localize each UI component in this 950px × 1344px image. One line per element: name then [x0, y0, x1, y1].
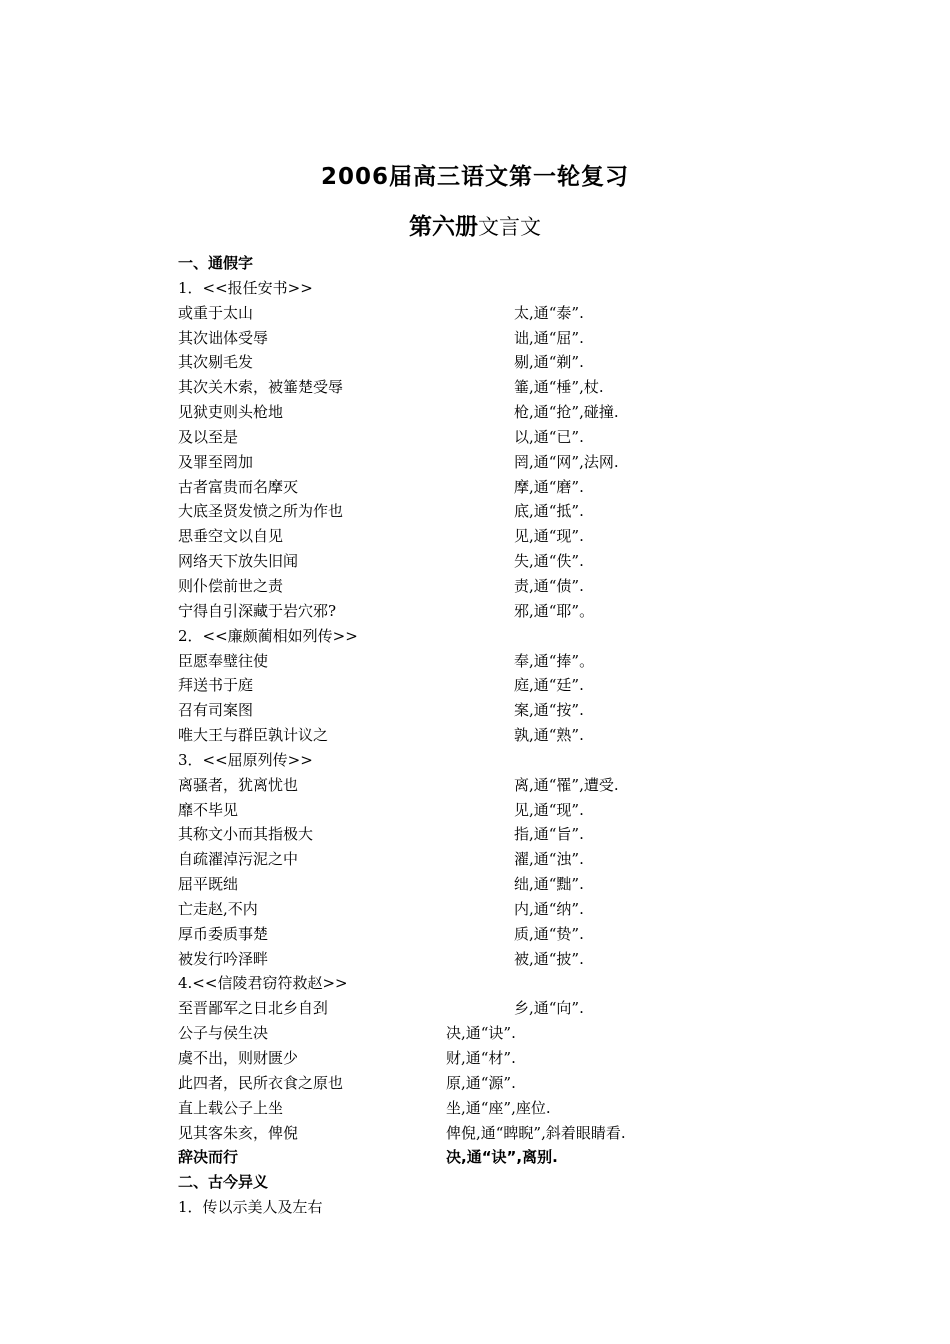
- example-sentence: 臣愿奉璧往使: [178, 651, 269, 670]
- entry-row: [178, 872, 738, 897]
- entry-row: [178, 1121, 738, 1146]
- example-sentence: 辞决而行: [178, 1148, 239, 1167]
- example-sentence: 古者富贵而名摩灭: [178, 477, 299, 496]
- entry-row: [178, 897, 738, 922]
- explanation: 被,通“披”.: [514, 949, 584, 968]
- page-subtitle: [0, 208, 950, 241]
- entry-row: [178, 574, 738, 599]
- entry-row: [178, 1096, 738, 1121]
- explanation: 案,通“按”.: [514, 701, 584, 720]
- subsection-heading: 3．<<屈原列传>>: [178, 750, 313, 769]
- explanation: 摩,通“磨”.: [514, 477, 584, 496]
- example-sentence: 虞不出，则财匮少: [178, 1049, 299, 1067]
- entry-row: [178, 301, 738, 326]
- example-sentence: 至晋鄙军之日北乡自刭: [178, 999, 329, 1018]
- explanation: 质,通“贽”.: [514, 924, 584, 943]
- example-sentence: 亡走赵,不内: [178, 899, 258, 918]
- example-sentence: 此四者，民所衣食之原也: [178, 1073, 344, 1092]
- example-sentence: 厚币委质事楚: [178, 924, 269, 943]
- example-sentence: 直上载公子上坐: [178, 1098, 284, 1117]
- explanation: 指,通“旨”.: [514, 825, 584, 844]
- entry-row: [178, 350, 738, 375]
- entry-row: [178, 723, 738, 748]
- example-sentence: 见狱吏则头枪地: [178, 403, 284, 422]
- entry-row: [178, 599, 738, 624]
- subsection-heading: 4.<<信陵君窃符救赵>>: [178, 974, 348, 993]
- entry-row: [178, 773, 738, 798]
- explanation: 离,通“罹”,遭受.: [514, 775, 619, 794]
- explanation: 以,通“已”.: [514, 427, 584, 446]
- explanation: 决,通“诀”,离别.: [446, 1148, 558, 1167]
- explanation: 邪,通“耶”。: [514, 601, 595, 620]
- example-sentence: 宁得自引深藏于岩穴邪?: [178, 601, 337, 620]
- example-sentence: 召有司案图: [178, 701, 254, 720]
- explanation: 失,通“佚”.: [514, 552, 584, 571]
- entry-row: [178, 922, 738, 947]
- explanation: 财,通“材”.: [446, 1049, 516, 1067]
- document-body: [178, 251, 738, 1220]
- entry-row: [178, 1071, 738, 1096]
- section-heading: 二、古今异义: [178, 1173, 269, 1192]
- explanation: 决,通“诀”.: [446, 1024, 516, 1043]
- entry-row: [178, 499, 738, 524]
- entry-row: [178, 847, 738, 872]
- example-sentence: 思垂空文以自见: [178, 527, 284, 546]
- explanation: 内,通“纳”.: [514, 899, 584, 918]
- explanation: 枪,通“抢”,碰撞.: [514, 403, 619, 422]
- example-sentence: 唯大王与群臣孰计议之: [178, 726, 329, 745]
- entry-row: [178, 822, 738, 847]
- entry-row: [178, 996, 738, 1021]
- subsection-heading: 1．<<报任安书>>: [178, 278, 313, 297]
- entry-row: [178, 1046, 738, 1071]
- subtitle-volume: 第六册: [409, 214, 478, 240]
- entry-row: [178, 425, 738, 450]
- example-sentence: 其次诎体受辱: [178, 328, 269, 347]
- entry-row: [178, 524, 738, 549]
- example-sentence: 或重于太山: [178, 303, 254, 322]
- example-sentence: 自疏濯淖污泥之中: [178, 850, 299, 869]
- example-sentence: 公子与侯生决: [178, 1024, 269, 1043]
- example-sentence: 及以至是: [178, 427, 239, 446]
- entry-row: [178, 400, 738, 425]
- entry-row: [178, 450, 738, 475]
- entry-row: [178, 798, 738, 823]
- explanation: 责,通“债”.: [514, 576, 584, 595]
- explanation: 奉,通“捧”。: [514, 651, 595, 670]
- entry-row: [178, 475, 738, 500]
- section-heading: 一、通假字: [178, 254, 254, 272]
- explanation: 剔,通“剃”.: [514, 353, 584, 372]
- example-sentence: 被发行吟泽畔: [178, 949, 269, 968]
- example-sentence: 则仆偿前世之责: [178, 576, 284, 595]
- explanation: 箠,通“棰”,杖.: [514, 378, 604, 397]
- entry-row: [178, 549, 738, 574]
- explanation: 濯,通“浊”.: [514, 850, 584, 869]
- entry-row: [178, 326, 738, 351]
- explanation: 坐,通“座”,座位.: [446, 1098, 551, 1117]
- entry-row: [178, 649, 738, 674]
- explanation: 乡,通“向”.: [514, 999, 584, 1018]
- explanation: 见,通“现”.: [514, 800, 584, 819]
- entry-row: [178, 375, 738, 400]
- example-sentence: 拜送书于庭: [178, 676, 254, 695]
- subsection-heading: 1．传以示美人及左右: [178, 1198, 323, 1217]
- page-title: 2006届高三语文第一轮复习: [320, 164, 629, 190]
- example-sentence: 大底圣贤发愤之所为作也: [178, 502, 344, 521]
- example-sentence: 网络天下放失旧闻: [178, 552, 299, 571]
- entry-row: [178, 1145, 738, 1170]
- entry-row: [178, 673, 738, 698]
- entry-row: [178, 947, 738, 972]
- subsection-heading: 2．<<廉颇蔺相如列传>>: [178, 626, 358, 645]
- entry-row: [178, 698, 738, 723]
- example-sentence: 屈平既绌: [178, 875, 239, 894]
- subtitle-topic: 文言文: [478, 215, 541, 239]
- explanation: 俾倪,通“睥睨”,斜着眼睛看.: [446, 1123, 626, 1142]
- explanation: 罔,通“网”,法网.: [514, 452, 619, 471]
- explanation: 孰,通“熟”.: [514, 726, 584, 745]
- example-sentence: 其次剔毛发: [178, 353, 254, 372]
- example-sentence: 其称文小而其指极大: [178, 825, 314, 844]
- explanation: 庭,通“廷”.: [514, 676, 584, 695]
- explanation: 太,通“泰”.: [514, 303, 584, 322]
- explanation: 底,通“抵”.: [514, 502, 584, 521]
- entry-row: [178, 1021, 738, 1046]
- example-sentence: 其次关木索，被箠楚受辱: [178, 378, 344, 397]
- explanation: 见,通“现”.: [514, 527, 584, 546]
- explanation: 诎,通“屈”.: [514, 328, 584, 347]
- example-sentence: 见其客朱亥，俾倪: [178, 1123, 299, 1142]
- explanation: 原,通“源”.: [446, 1073, 516, 1092]
- example-sentence: 靡不毕见: [178, 800, 239, 819]
- example-sentence: 离骚者，犹离忧也: [178, 775, 299, 794]
- explanation: 绌,通“黜”.: [514, 875, 584, 894]
- example-sentence: 及罪至罔加: [178, 452, 254, 471]
